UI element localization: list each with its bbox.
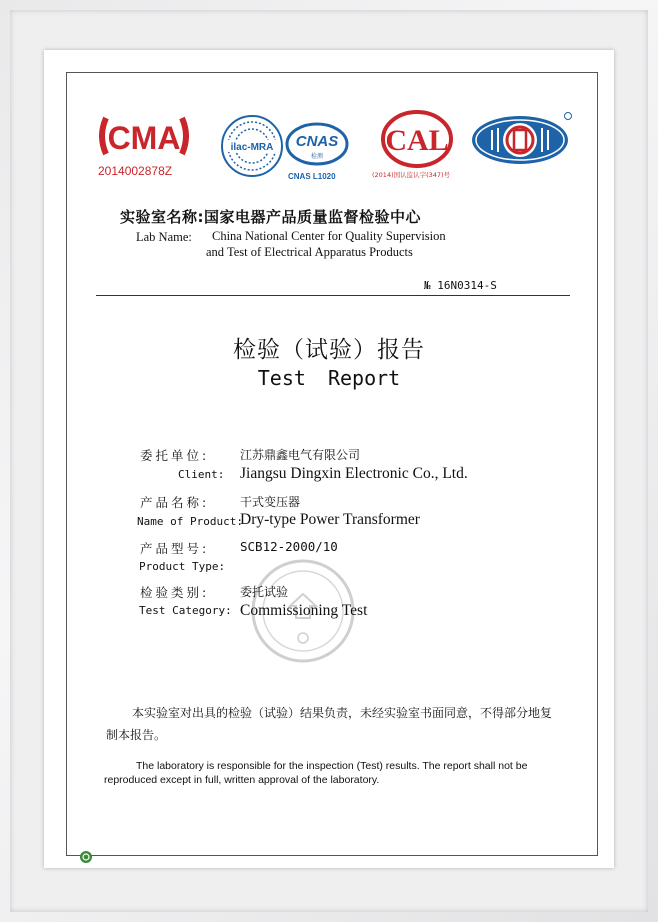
client-value-cn: 江苏鼎鑫电气有限公司	[240, 448, 361, 462]
svg-text:CAL: CAL	[385, 124, 449, 157]
svg-text:CNAS: CNAS	[295, 133, 339, 150]
cal-number: (2014)国认监认字(347)号	[372, 171, 451, 179]
cnas-number: CNAS L1020	[288, 172, 336, 181]
lab-name-en-line1: China National Center for Quality Supervision	[212, 229, 446, 243]
ilac-mra-logo-icon	[220, 114, 284, 178]
cma-number: 2014002878Z	[98, 164, 173, 178]
disclaimer-en: The laboratory is responsible for the inspection (Test) results. The report shall not be reproduced except in full, written approval of the laboratory.	[104, 760, 528, 786]
cqc-logo-icon	[470, 110, 574, 170]
header-divider	[96, 295, 570, 296]
lab-name-cn-label: 实验室名称:	[120, 208, 204, 226]
product-name-label-cn: 产品名称:	[140, 495, 210, 510]
test-category-label-cn: 检验类别:	[140, 585, 210, 600]
cnas-logo	[284, 120, 350, 186]
client-label-en: Client:	[178, 468, 225, 481]
lab-name-en-label: Lab Name:	[136, 230, 192, 244]
cal-logo-icon	[372, 110, 462, 170]
green-circle-mark-icon	[79, 850, 93, 864]
svg-text:检测: 检测	[310, 153, 324, 160]
report-title-cn: 检验（试验）报告	[233, 337, 425, 363]
lab-name-cn-value: 国家电器产品质量监督检验中心	[204, 208, 422, 226]
client-label-cn: 委托单位:	[140, 448, 210, 463]
cnas-logo-icon	[284, 120, 350, 170]
ilac-mra-logo	[220, 114, 284, 178]
product-type-label-en: Product Type:	[139, 560, 226, 573]
lab-name-cn	[120, 206, 421, 227]
product-type-value: SCB12-2000/10	[240, 539, 338, 554]
test-category-value-en: Commissioning Test	[240, 602, 368, 619]
product-name-value-en: Dry-type Power Transformer	[240, 511, 420, 528]
product-name-value-cn: 干式变压器	[240, 495, 301, 509]
cma-logo-icon	[96, 112, 192, 160]
report-title-en: Test Report	[257, 366, 401, 390]
product-name-label-en: Name of Product:	[137, 515, 243, 528]
test-category-value-cn: 委托试验	[240, 585, 289, 599]
client-value-en: Jiangsu Dingxin Electronic Co., Ltd.	[240, 465, 468, 482]
cqc-logo	[470, 110, 574, 170]
corner-mark	[79, 849, 93, 863]
cma-logo-text: CMA	[107, 120, 181, 156]
test-category-label-en: Test Category:	[139, 604, 232, 617]
cma-logo	[96, 112, 192, 182]
report-number: № 16N0314-S	[424, 279, 497, 292]
svg-text:ilac-MRA: ilac-MRA	[230, 142, 274, 153]
product-type-label-cn: 产品型号:	[140, 541, 210, 556]
disclaimer-cn: 本实验室对出具的检验（试验）结果负责，未经实验室书面同意，不得部分地复制本报告。	[106, 706, 553, 742]
lab-name-en-line2: and Test of Electrical Apparatus Products	[206, 245, 413, 259]
cal-logo	[372, 110, 462, 182]
